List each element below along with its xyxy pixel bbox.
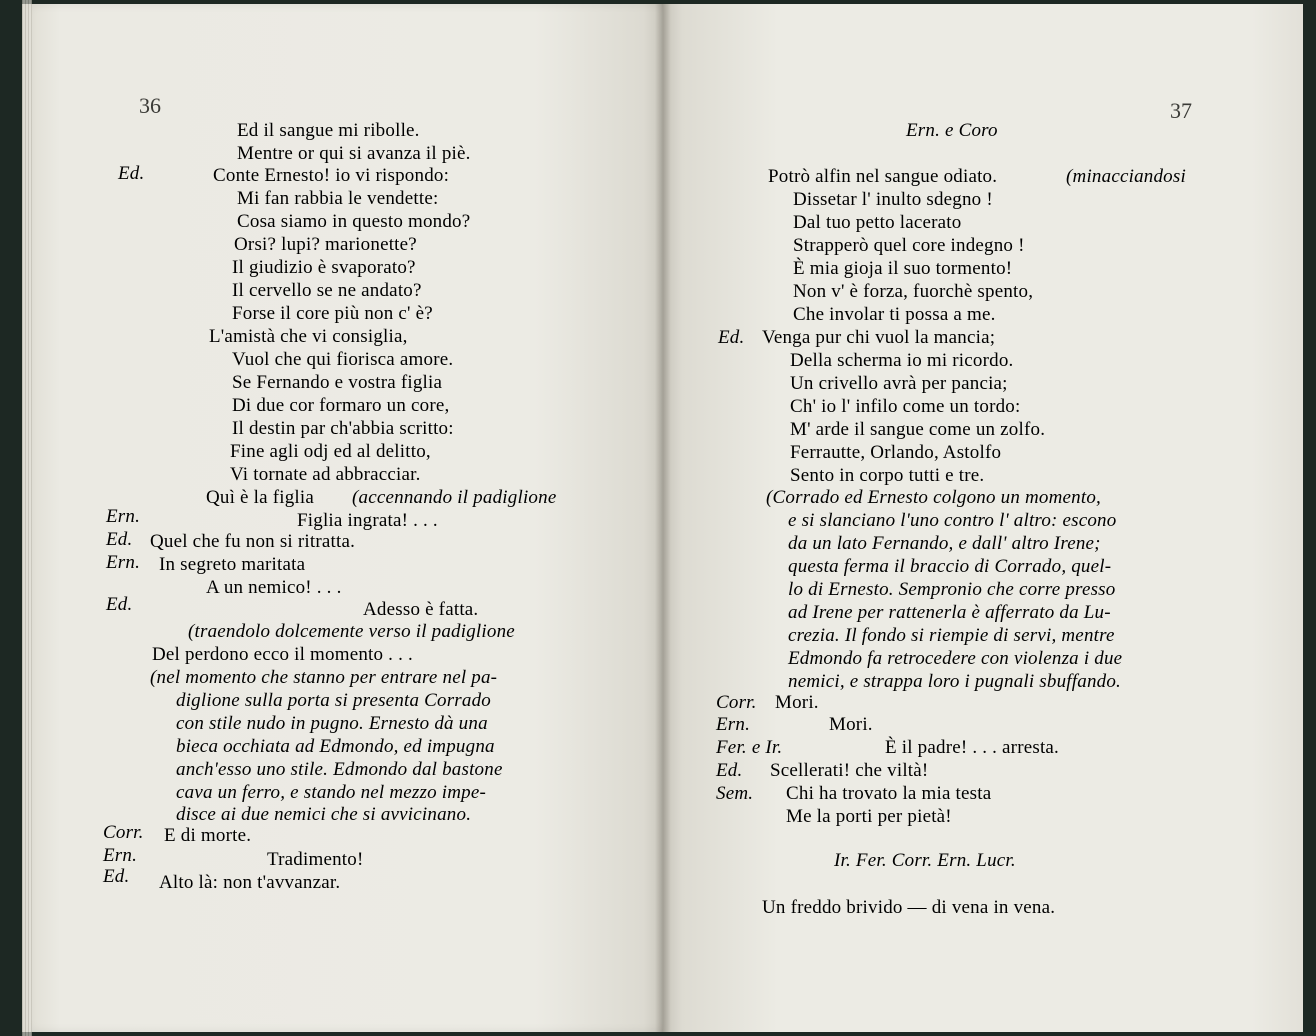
text-line: Quel che fu non si ritratta.	[150, 531, 356, 552]
text-line: Mori.	[829, 714, 873, 735]
text-line: Il cervello se ne andato?	[232, 280, 422, 301]
text-line: In segreto maritata	[159, 554, 306, 575]
stage-direction-line: ad Irene per rattenerla è afferrato da Lu-	[788, 602, 1111, 623]
stage-direction-line: crezia. Il fondo si riempie di servi, mentre	[788, 625, 1115, 646]
speaker-label: Fer. e Ir.	[716, 737, 783, 758]
speaker-label: Ern.	[103, 845, 138, 866]
text-line: Dissetar l' inulto sdegno !	[793, 189, 993, 210]
text-line: Alto là: non t'avvanzar.	[159, 872, 341, 893]
speaker-label: Sem.	[716, 783, 754, 804]
text-line: Mi fan rabbia le vendette:	[237, 188, 439, 209]
book-gutter	[655, 4, 671, 1032]
text-line: Fine agli odj ed al delitto,	[230, 441, 431, 462]
stage-aside: (accennando il padiglione	[352, 487, 557, 508]
text-line: A un nemico! . . .	[206, 577, 342, 598]
text-line: Cosa siamo in questo mondo?	[237, 211, 471, 232]
speaker-label: Corr.	[103, 822, 144, 843]
text-line: Che involar ti possa a me.	[793, 304, 996, 325]
text-line: Vuol che qui fiorisca amore.	[232, 349, 454, 370]
speaker-label: Ed.	[103, 866, 130, 887]
text-line: Non v' è forza, fuorchè spento,	[793, 281, 1034, 302]
stage-direction-line: (traendolo dolcemente verso il padiglione	[188, 621, 515, 642]
stage-direction-line: bieca occhiata ad Edmondo, ed impugna	[176, 736, 495, 757]
text-line: Ferrautte, Orlando, Astolfo	[790, 442, 1002, 463]
page-number-left: 36	[139, 93, 161, 118]
speaker-label: Ern.	[106, 552, 141, 573]
text-line: Sento in corpo tutti e tre.	[790, 465, 985, 486]
text-line: È mia gioja il suo tormento!	[793, 258, 1013, 279]
speaker-label: Ed.	[718, 327, 745, 348]
stage-direction-line: nemici, e strappa loro i pugnali sbuffando.	[788, 671, 1122, 692]
speaker-label: Ern.	[716, 714, 751, 735]
text-line: Orsi? lupi? marionette?	[234, 234, 417, 255]
speaker-label: Ern.	[106, 506, 141, 527]
text-line: Scellerati! che viltà!	[770, 760, 929, 781]
text-line: Strapperò quel core indegno !	[793, 235, 1025, 256]
speaker-label: Ed.	[106, 529, 133, 550]
text-line: Dal tuo petto lacerato	[793, 212, 962, 233]
text-line: Me la porti per pietà!	[786, 806, 952, 827]
text-line: Forse il core più non c' è?	[232, 303, 433, 324]
text-line: Adesso è fatta.	[363, 599, 479, 620]
stage-direction-line: (nel momento che stanno per entrare nel pa-	[150, 667, 498, 688]
stage-direction-line: diglione sulla porta si presenta Corrado	[176, 690, 492, 711]
speaker-label: Ed.	[118, 163, 145, 184]
text-line: Conte Ernesto! io vi rispondo:	[213, 165, 450, 186]
text-line: Se Fernando e vostra figlia	[232, 372, 443, 393]
stage-direction-line: questa ferma il braccio di Corrado, quel-	[788, 556, 1112, 577]
speaker-label: Corr.	[716, 692, 757, 713]
text-line: Un crivello avrà per pancia;	[790, 373, 1008, 394]
text-line: M' arde il sangue come un zolfo.	[790, 419, 1046, 440]
speaker-label: Ed.	[716, 760, 743, 781]
stage-direction-line: lo di Ernesto. Sempronio che corre presso	[788, 579, 1116, 600]
text-line: Ch' io l' infilo come un tordo:	[790, 396, 1021, 417]
text-line: È il padre! . . . arresta.	[885, 737, 1060, 758]
text-line: Il giudizio è svaporato?	[232, 257, 416, 278]
text-line: Un freddo brivido — di vena in vena.	[762, 897, 1056, 918]
text-line: Potrò alfin nel sangue odiato.	[768, 166, 998, 187]
text-line: Di due cor formaro un core,	[232, 395, 450, 416]
text-line: Della scherma io mi ricordo.	[790, 350, 1014, 371]
text-line: L'amistà che vi consiglia,	[209, 326, 408, 347]
stage-direction-line: (Corrado ed Ernesto colgono un momento,	[766, 487, 1101, 508]
text-line: Quì è la figlia	[206, 487, 314, 508]
text-line: Mori.	[775, 692, 819, 713]
text-line: Ed il sangue mi ribolle.	[237, 120, 420, 141]
text-line: Del perdono ecco il momento . . .	[152, 644, 413, 665]
text-line: Mentre or qui si avanza il piè.	[237, 143, 471, 164]
stage-direction-line: disce ai due nemici che si avvicinano.	[176, 804, 472, 825]
text-line: Il destin par ch'abbia scritto:	[232, 418, 454, 439]
text-line: Figlia ingrata! . . .	[297, 510, 438, 531]
page-edges	[22, 0, 32, 1036]
section-heading: Ern. e Coro	[906, 120, 998, 141]
speaker-label: Ed.	[106, 594, 133, 615]
page-number-right: 37	[1170, 98, 1192, 123]
text-line: Tradimento!	[267, 849, 364, 870]
stage-direction-line: cava un ferro, e stando nel mezzo impe-	[176, 782, 486, 803]
text-line: Chi ha trovato la mia testa	[786, 783, 992, 804]
stage-direction-line: anch'esso uno stile. Edmondo dal bastone	[176, 759, 503, 780]
stage-direction-line: da un lato Fernando, e dall' altro Irene;	[788, 533, 1101, 554]
text-line: E di morte.	[164, 825, 252, 846]
text-line: Vi tornate ad abbracciar.	[230, 464, 421, 485]
stage-direction-line: con stile nudo in pugno. Ernesto dà una	[176, 713, 488, 734]
stage-direction-line: e si slanciano l'uno contro l' altro: escono	[788, 510, 1117, 531]
chorus-heading: Ir. Fer. Corr. Ern. Lucr.	[834, 850, 1016, 871]
stage-aside: (minacciandosi	[1066, 166, 1186, 187]
stage-direction-line: Edmondo fa retrocedere con violenza i due	[788, 648, 1123, 669]
text-line: Venga pur chi vuol la mancia;	[762, 327, 996, 348]
